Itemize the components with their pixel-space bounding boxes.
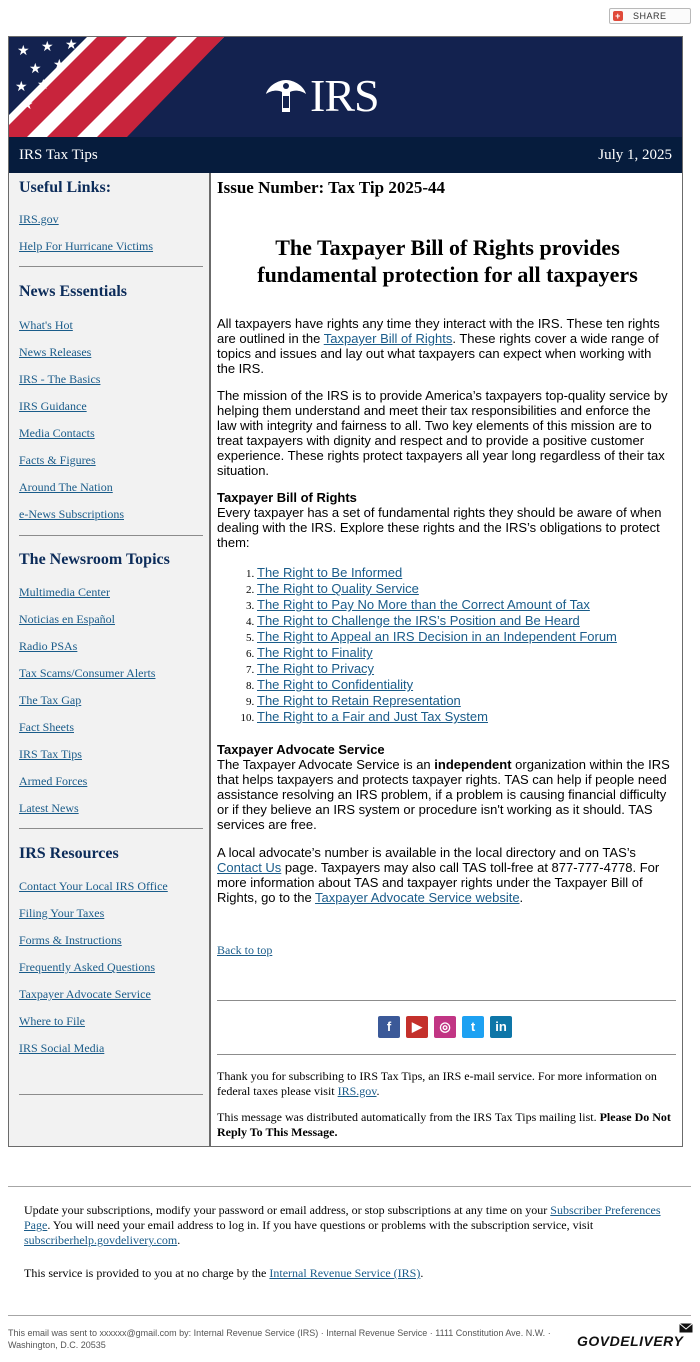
divider (8, 1315, 691, 1316)
sidebar-link[interactable]: Armed Forces (19, 774, 88, 788)
sidebar-link[interactable]: IRS Guidance (19, 399, 87, 413)
svg-text:★: ★ (15, 79, 28, 95)
list-item (257, 565, 678, 581)
sidebar-link[interactable]: IRS.gov (19, 212, 59, 226)
envelope-icon (679, 1323, 693, 1333)
thanks-text-end: . (376, 1084, 380, 1098)
govdelivery-logo[interactable] (577, 1333, 683, 1349)
sidebar-link[interactable]: Noticias en Español (19, 612, 115, 626)
divider (19, 1094, 203, 1095)
pref-text: Update your subscriptions, modify your password or email address, or stop subscriptions at any time on your (24, 1203, 551, 1217)
service-text: This service is provided to you at no charge by the (24, 1266, 270, 1280)
sidebar-link[interactable]: Forms & Instructions (19, 933, 122, 947)
svg-text:★: ★ (41, 39, 54, 55)
social-icons (378, 1016, 512, 1038)
newsroom-topics-list (19, 586, 155, 829)
eagle-icon (264, 76, 308, 116)
tas-section (217, 742, 676, 832)
share-label: SHARE (633, 11, 667, 21)
sidebar-link[interactable]: Media Contacts (19, 426, 95, 440)
divider (19, 535, 203, 536)
sidebar-link[interactable]: Latest News (19, 801, 79, 815)
tas-paragraph (217, 757, 676, 832)
sidebar-link[interactable]: Fact Sheets (19, 720, 74, 734)
right-link[interactable]: The Right to Challenge the IRS’s Position and Be Heard (257, 613, 580, 628)
back-to-top-link[interactable]: Back to top (217, 943, 273, 957)
sidebar-link[interactable]: Help For Hurricane Victims (19, 239, 154, 253)
local-text-end: . (519, 890, 524, 905)
intro-text: All taxpayers have rights any time they interact with the IRS. These ten rights are outlined in the (217, 316, 660, 346)
do-not-reply: Please Do Not Reply To This Message. (217, 1110, 671, 1139)
right-link[interactable]: The Right to Retain Representation (257, 693, 461, 708)
right-link[interactable]: The Right to Finality (257, 645, 373, 660)
issue-date: July 1, 2025 (598, 146, 672, 163)
sidebar-link[interactable]: Where to File (19, 1014, 85, 1028)
issue-number: Issue Number: Tax Tip 2025-44 (217, 178, 445, 197)
sidebar-link[interactable]: IRS Tax Tips (19, 747, 82, 761)
local-text-cont: page. Taxpayers may also call TAS toll-free at 877-777-4778. For more information about TAS and taxpayer rights under the Taxpayer Bill of Rights, go to the (217, 860, 660, 905)
tbor-heading: Taxpayer Bill of Rights (217, 490, 357, 505)
taxpayer-bill-of-rights-link[interactable]: Taxpayer Bill of Rights (323, 331, 453, 346)
sidebar-link[interactable]: What's Hot (19, 318, 73, 332)
list-item (257, 629, 678, 645)
thanks-text: Thank you for subscribing to IRS Tax Tips, an IRS e-mail service. For more information on federal taxes please visit (217, 1069, 657, 1098)
linkedin-icon[interactable]: in (490, 1016, 512, 1038)
right-link[interactable]: The Right to a Fair and Just Tax System (257, 709, 488, 724)
local-text: A local advocate’s number is available in the local directory and on TAS’s (217, 845, 636, 860)
sidebar-link[interactable]: IRS - The Basics (19, 372, 101, 386)
irs-logo-text: IRS (310, 70, 379, 121)
sidebar-link[interactable]: Multimedia Center (19, 585, 110, 599)
divider (8, 1186, 691, 1187)
subscriber-preferences-link[interactable]: Subscriber Preferences Page (24, 1203, 661, 1232)
subscription-thanks (217, 1069, 672, 1099)
service-provided-text (24, 1266, 664, 1281)
sidebar-link[interactable]: Filing Your Taxes (19, 906, 105, 920)
right-link[interactable]: The Right to Pay No More than the Correct Amount of Tax (257, 597, 590, 612)
sidebar-link[interactable]: News Releases (19, 345, 92, 359)
distribution-notice (217, 1110, 676, 1140)
tbor-section (217, 490, 676, 550)
flag-graphic (9, 37, 224, 137)
title-bar (9, 137, 682, 173)
sidebar-link[interactable]: Around The Nation (19, 480, 113, 494)
pref-text-cont: . You will need your email address to log in. If you have questions or problems with the subscription service, visit (47, 1218, 594, 1232)
distribution-text: This message was distributed automatically from the IRS Tax Tips mailing list. (217, 1110, 600, 1124)
newsletter-name: IRS Tax Tips (19, 146, 98, 163)
irs-resources-heading: IRS Resources (19, 845, 119, 862)
rights-list (217, 565, 678, 725)
tas-heading: Taxpayer Advocate Service (217, 742, 385, 757)
sidebar-link[interactable]: e-News Subscriptions (19, 507, 124, 521)
svg-text:★: ★ (37, 77, 50, 93)
irs-gov-link[interactable]: IRS.gov (337, 1084, 377, 1098)
sidebar-link[interactable]: Frequently Asked Questions (19, 960, 155, 974)
sidebar-link[interactable]: Radio PSAs (19, 639, 78, 653)
svg-text:★: ★ (21, 97, 34, 113)
right-link[interactable]: The Right to Confidentiality (257, 677, 414, 692)
article-content (217, 173, 678, 1146)
news-essentials-list (19, 319, 124, 535)
subscriber-help-link[interactable]: subscriberhelp.govdelivery.com (24, 1233, 178, 1247)
mission-paragraph: The mission of the IRS is to provide America’s taxpayers top-quality service by helping them understand and meet their tax responsibilities and enforce the law with integrity and fairness to all. Two key elements of this mission are to treat taxpayers with dignity and respect and to provide a positive customer experience. These rights protect taxpayers all year long regardless of their tax situation. (217, 388, 668, 478)
list-item (257, 693, 678, 709)
article-headline: The Taxpayer Bill of Rights provides fundamental protection for all taxpayers (257, 235, 638, 287)
right-link[interactable]: The Right to Quality Service (257, 581, 419, 596)
svg-text:★: ★ (53, 57, 66, 73)
useful-links-heading: Useful Links: (19, 179, 112, 196)
list-item (257, 645, 678, 661)
contact-us-link[interactable]: Contact Us (217, 860, 282, 875)
sidebar-link[interactable]: Tax Scams/Consumer Alerts (19, 666, 156, 680)
instagram-icon[interactable]: ◎ (434, 1016, 456, 1038)
intro-text-cont: . These rights cover a wide range of topics and issues and lay out what taxpayers can expect when working with the IRS. (217, 331, 659, 376)
sidebar-link[interactable]: IRS Social Media (19, 1041, 105, 1055)
share-plus-icon: + (613, 11, 623, 21)
divider (19, 266, 203, 267)
youtube-icon[interactable]: ▶ (406, 1016, 428, 1038)
intro-paragraph (217, 316, 672, 376)
divider (19, 828, 203, 829)
list-item (257, 597, 678, 613)
irs-banner (9, 37, 682, 137)
twitter-icon[interactable]: t (462, 1016, 484, 1038)
irs-resources-list (19, 880, 168, 1069)
share-button[interactable] (609, 8, 691, 24)
right-link[interactable]: The Right to Be Informed (257, 565, 403, 580)
newsroom-topics-heading: The Newsroom Topics (19, 551, 170, 568)
sidebar-link[interactable]: Taxpayer Advocate Service (19, 987, 151, 1001)
svg-text:★: ★ (29, 61, 42, 77)
svg-text:★: ★ (17, 43, 30, 59)
divider (217, 1000, 676, 1001)
tas-website-link[interactable]: Taxpayer Advocate Service website (315, 890, 520, 905)
list-item (257, 581, 678, 597)
sidebar-link[interactable]: Contact Your Local IRS Office (19, 879, 168, 893)
local-advocate-paragraph (217, 845, 667, 905)
list-item (257, 613, 678, 629)
sidebar-link[interactable]: Facts & Figures (19, 453, 96, 467)
newsletter-frame (8, 36, 683, 1147)
list-item (257, 709, 678, 725)
tbor-intro: Every taxpayer has a set of fundamental rights they should be aware of when dealing with the IRS. Explore these rights and the IRS’s obligations to protect them: (217, 505, 662, 550)
useful-links-list (19, 213, 153, 267)
sidebar-link[interactable]: The Tax Gap (19, 693, 82, 707)
legal-footer: This email was sent to xxxxxx@gmail.com by: Internal Revenue Service (IRS) · Internal Revenue Service · 1111 Constitution Ave. N.W. · Washington, D.C. 20535 (8, 1328, 551, 1350)
govdelivery-text: GOVDELIVERY (577, 1333, 684, 1349)
pref-text-end: . (177, 1233, 181, 1247)
service-text-end: . (420, 1266, 424, 1280)
right-link[interactable]: The Right to Privacy (257, 661, 375, 676)
facebook-icon[interactable]: f (378, 1016, 400, 1038)
irs-link[interactable]: Internal Revenue Service (IRS) (269, 1266, 421, 1280)
irs-logo[interactable] (264, 69, 379, 122)
list-item (257, 661, 678, 677)
news-essentials-heading: News Essentials (19, 283, 128, 300)
list-item (257, 677, 678, 693)
right-link[interactable]: The Right to Appeal an IRS Decision in an Independent Forum (257, 629, 617, 644)
tas-text: The Taxpayer Advocate Service is an (217, 757, 435, 772)
tas-text-cont: organization within the IRS that helps taxpayers and protects taxpayer rights. TAS can help if people need assistance resolving an IRS problem, if a problem is causing financial difficulty or if they believe an IRS system or procedure isn't working as it should. TAS services are free. (217, 757, 670, 832)
svg-text:★: ★ (65, 37, 78, 53)
subscription-preferences-text (24, 1203, 664, 1248)
sidebar (9, 173, 211, 1146)
tas-bold: independent (434, 757, 512, 772)
divider (217, 1054, 676, 1055)
